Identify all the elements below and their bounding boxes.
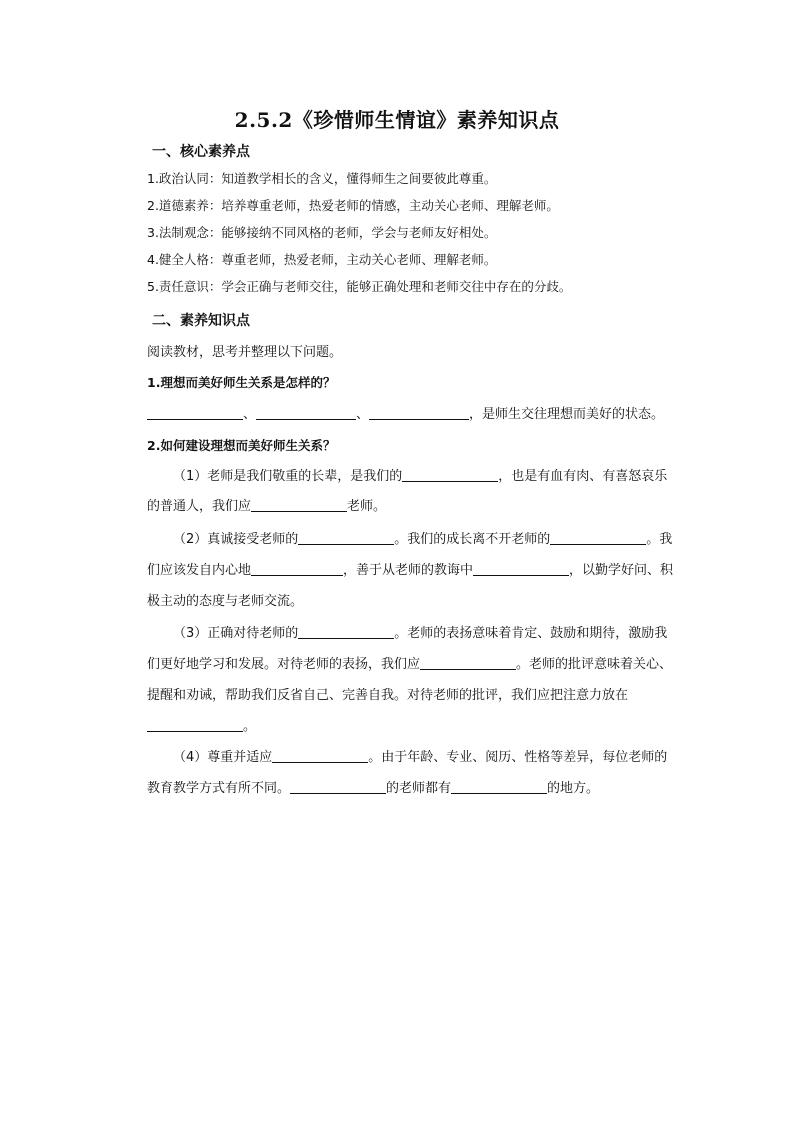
fill-blank[interactable] — [147, 717, 243, 732]
fill-blank[interactable] — [298, 530, 394, 545]
paragraph-3-line-4: 。 — [147, 717, 256, 737]
fill-blank[interactable] — [369, 405, 469, 420]
core-item-3: 3.法制观念：能够接纳不同风格的老师，学会与老师友好相处。 — [147, 225, 497, 240]
core-item-5: 5.责任意识：学会正确与老师交往，能够正确处理和老师交往中存在的分歧。 — [147, 279, 572, 294]
paragraph-2-line-2: 们应该发自内心地 ，善于从老师的教诲中 ，以勤学好问、积 — [147, 563, 674, 578]
answer-tail-text: ，是师生交往理想而美好的状态。 — [469, 407, 665, 422]
fill-blank[interactable] — [290, 779, 386, 794]
paragraph-4-line-1: （4）尊重并适应 。由于年龄、专业、阅历、性格等差异，每位老师的 — [173, 750, 668, 765]
core-item-2: 2.道德素养：培养尊重老师，热爱老师的情感，主动关心老师、理解老师。 — [147, 198, 559, 213]
question-1-answer-line — [147, 405, 664, 425]
fill-blank[interactable] — [251, 497, 347, 512]
question-1-title: 1.理想而美好师生关系是怎样的？ — [147, 375, 336, 390]
page-title: 2.5.2《珍惜师生情谊》素养知识点 — [234, 108, 560, 132]
core-item-4: 4.健全人格：尊重老师，热爱老师，主动关心老师、理解老师。 — [147, 252, 497, 267]
section-heading-knowledge: 二、素养知识点 — [152, 313, 250, 329]
fill-blank[interactable] — [420, 655, 516, 670]
question-2-title: 2.如何建设理想而美好师生关系？ — [147, 438, 336, 453]
paragraph-2-line-3: 极主动的态度与老师交流。 — [147, 594, 304, 609]
paragraph-2-line-1: （2）真诚接受老师的 。我们的成长离不开老师的 。我 — [173, 532, 673, 547]
paragraph-1-line-2: 的普通人，我们应 老师。 — [147, 499, 387, 514]
section-heading-core: 一、核心素养点 — [152, 144, 250, 160]
paragraph-4-line-2: 教育教学方式有所不同。 的老师都有 的地方。 — [147, 781, 600, 796]
separator: 、 — [243, 407, 257, 422]
reading-instruction: 阅读教材，思考并整理以下问题。 — [147, 345, 343, 360]
fill-blank[interactable] — [147, 405, 243, 420]
fill-blank[interactable] — [402, 467, 498, 482]
paragraph-3-line-3: 提醒和劝诫，帮助我们反省自己、完善自我。对待老师的批评，我们应把注意力放在 — [147, 688, 629, 703]
paragraph-3-line-1: （3）正确对待老师的 。老师的表扬意味着肯定、鼓励和期待，激励我 — [173, 626, 668, 641]
core-item-1: 1.政治认同：知道教学相长的含义，懂得师生之间要彼此尊重。 — [147, 171, 497, 186]
fill-blank[interactable] — [251, 561, 343, 576]
fill-blank[interactable] — [550, 530, 646, 545]
fill-blank[interactable] — [298, 624, 394, 639]
paragraph-1-line-1: （1）老师是我们敬重的长辈，是我们的 ，也是有血有肉、有喜怒哀乐 — [173, 469, 668, 484]
paragraph-3-line-2: 们更好地学习和发展。对待老师的表扬，我们应 。老师的批评意味着关心、 — [147, 657, 673, 672]
fill-blank[interactable] — [272, 748, 368, 763]
fill-blank[interactable] — [473, 561, 569, 576]
separator: 、 — [356, 407, 370, 422]
fill-blank[interactable] — [256, 405, 356, 420]
fill-blank[interactable] — [451, 779, 547, 794]
